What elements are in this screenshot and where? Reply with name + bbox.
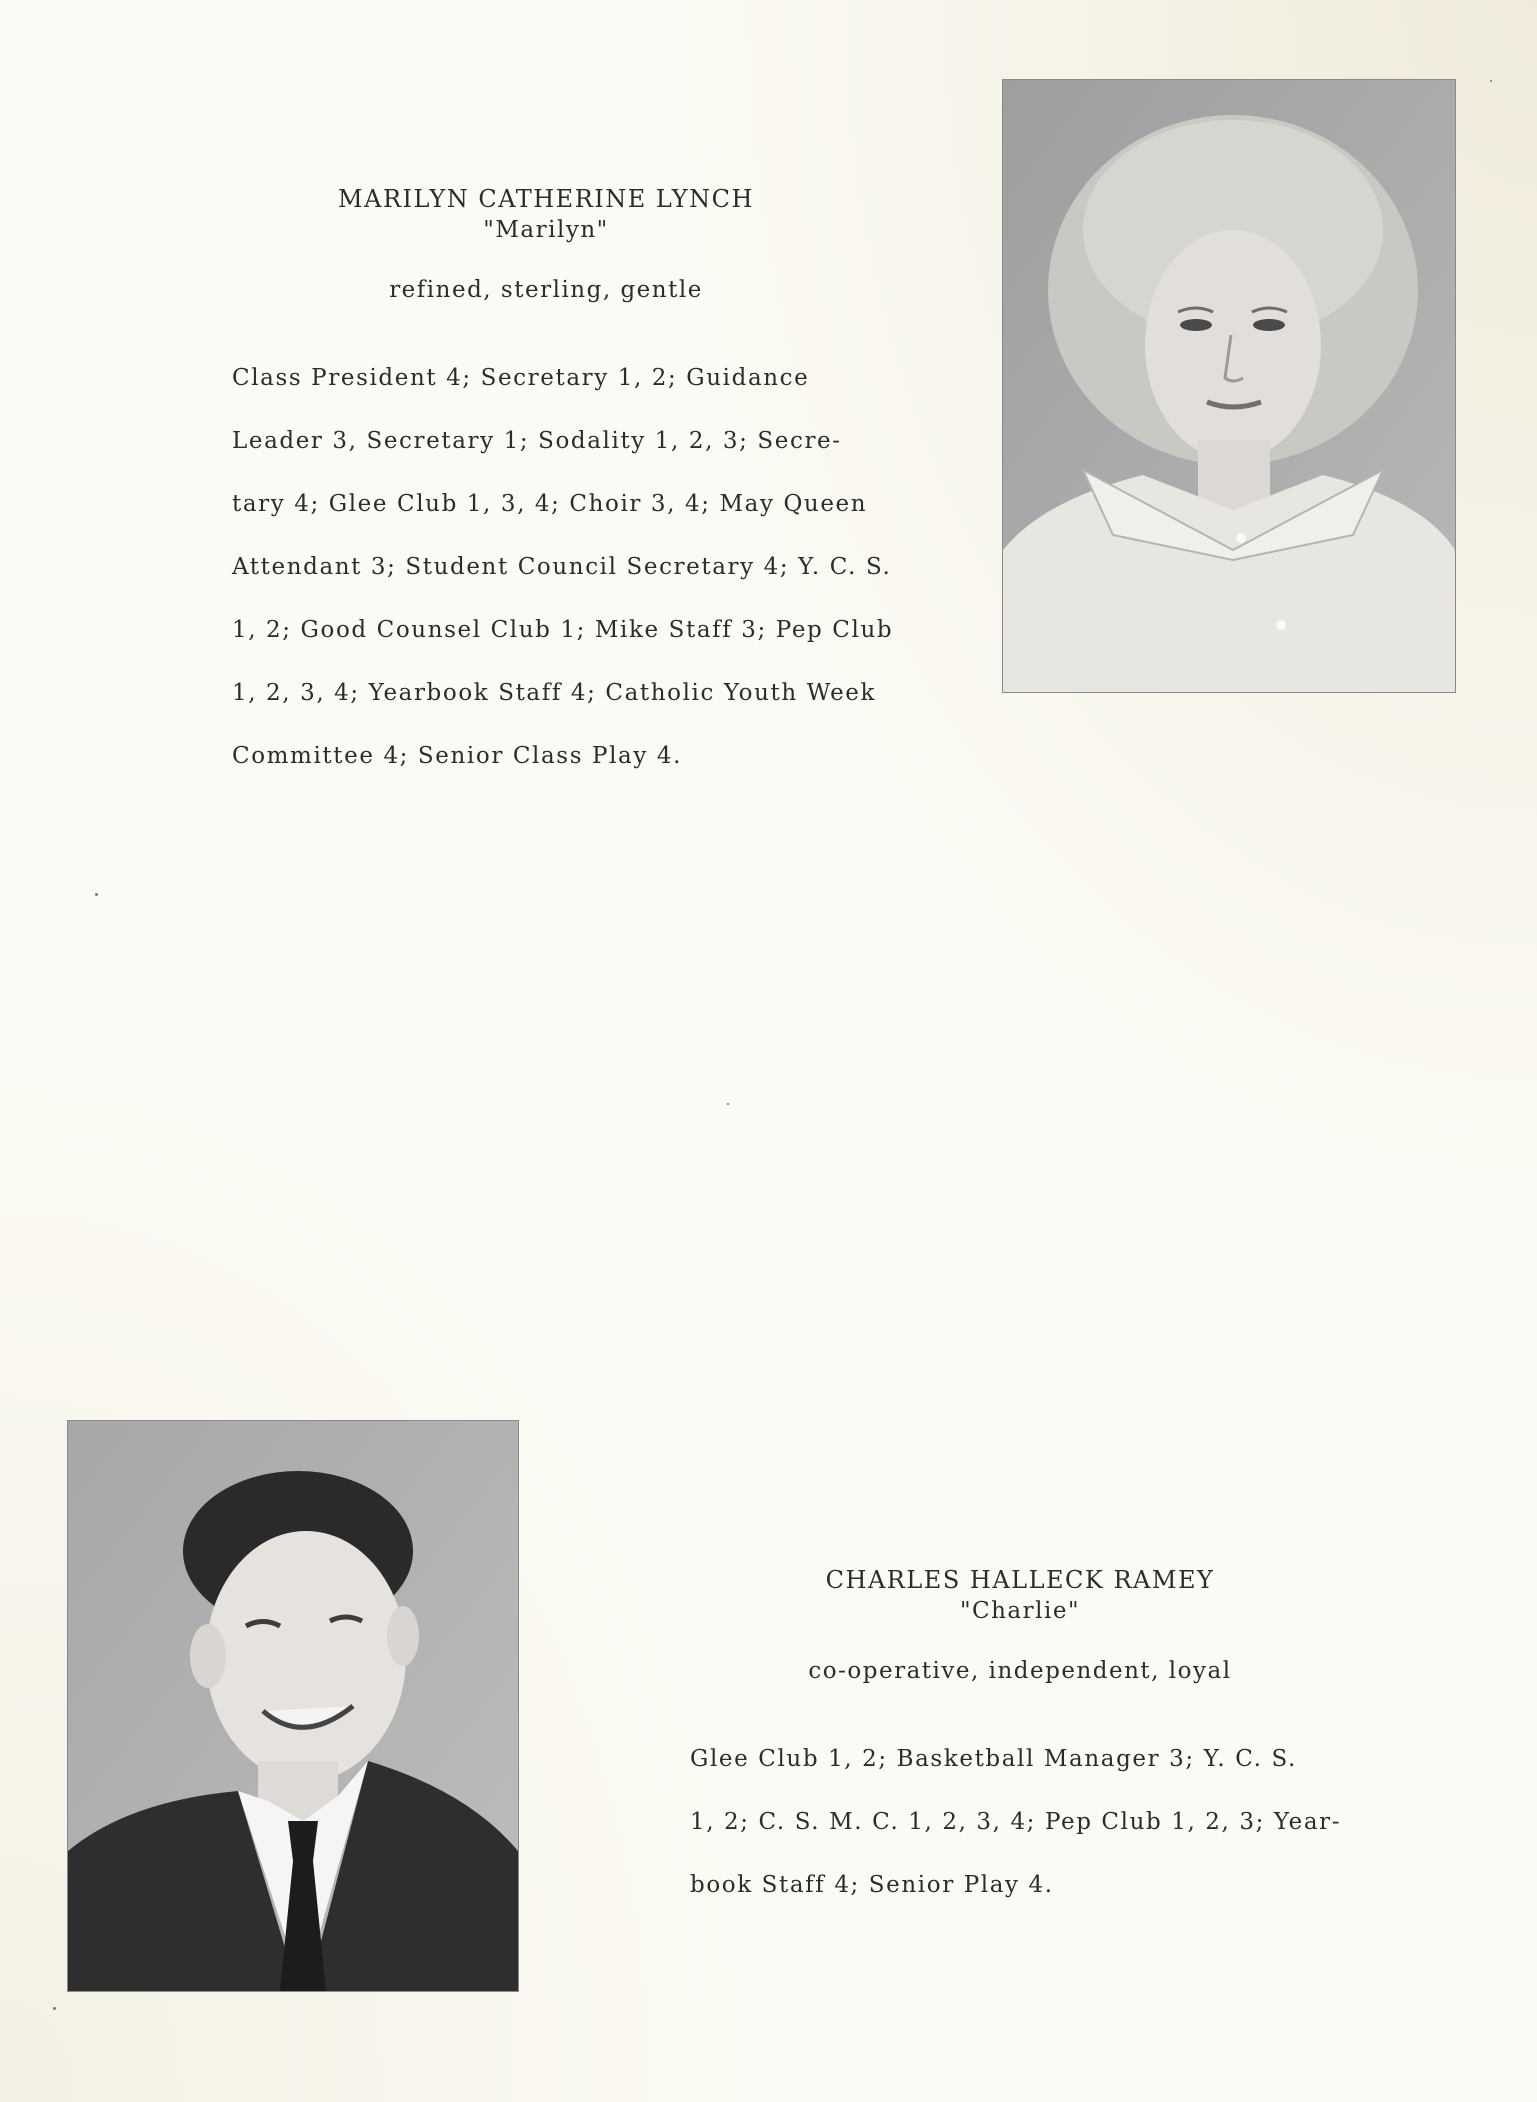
student-nickname: "Marilyn" [483,217,609,243]
paper-speck [53,2007,56,2010]
activities-line: Attendant 3; Student Council Secretary 4; Y. C. S. [232,553,892,580]
activities-line: tary 4; Glee Club 1, 3, 4; Choir 3, 4; May Queen [232,490,868,517]
senior-entry-ramey [690,1566,1390,1933]
portrait-image [1003,80,1455,692]
activities-line: Committee 4; Senior Class Play 4. [232,742,682,769]
activities-line: Leader 3, Secretary 1; Sodality 1, 2, 3; Secre- [232,427,842,454]
student-name: CHARLES HALLECK RAMEY [825,1566,1215,1594]
senior-entry-lynch [232,185,932,804]
activities-line: 1, 2; C. S. M. C. 1, 2, 3, 4; Pep Club 1, 2, 3; Year- [690,1808,1342,1835]
activities-line: Glee Club 1, 2; Basketball Manager 3; Y. C. S. [690,1745,1297,1772]
paper-speck [727,1103,729,1105]
portrait-image [68,1421,518,1991]
student-name: MARILYN CATHERINE LYNCH [338,185,754,213]
activities-line: 1, 2, 3, 4; Yearbook Staff 4; Catholic Youth Week [232,679,877,706]
student-activities [690,1712,1390,1933]
student-traits: refined, sterling, gentle [389,277,703,303]
student-portrait-photo [1003,80,1455,692]
paper-speck [95,893,98,896]
activities-line: book Staff 4; Senior Play 4. [690,1871,1054,1898]
student-traits: co-operative, independent, loyal [808,1658,1232,1684]
paper-speck [1490,80,1492,82]
student-nickname: "Charlie" [959,1598,1081,1624]
student-activities [232,331,932,804]
activities-line: 1, 2; Good Counsel Club 1; Mike Staff 3; Pep Club [232,616,894,643]
activities-line: Class President 4; Secretary 1, 2; Guidance [232,364,810,391]
student-portrait-photo [68,1421,518,1991]
